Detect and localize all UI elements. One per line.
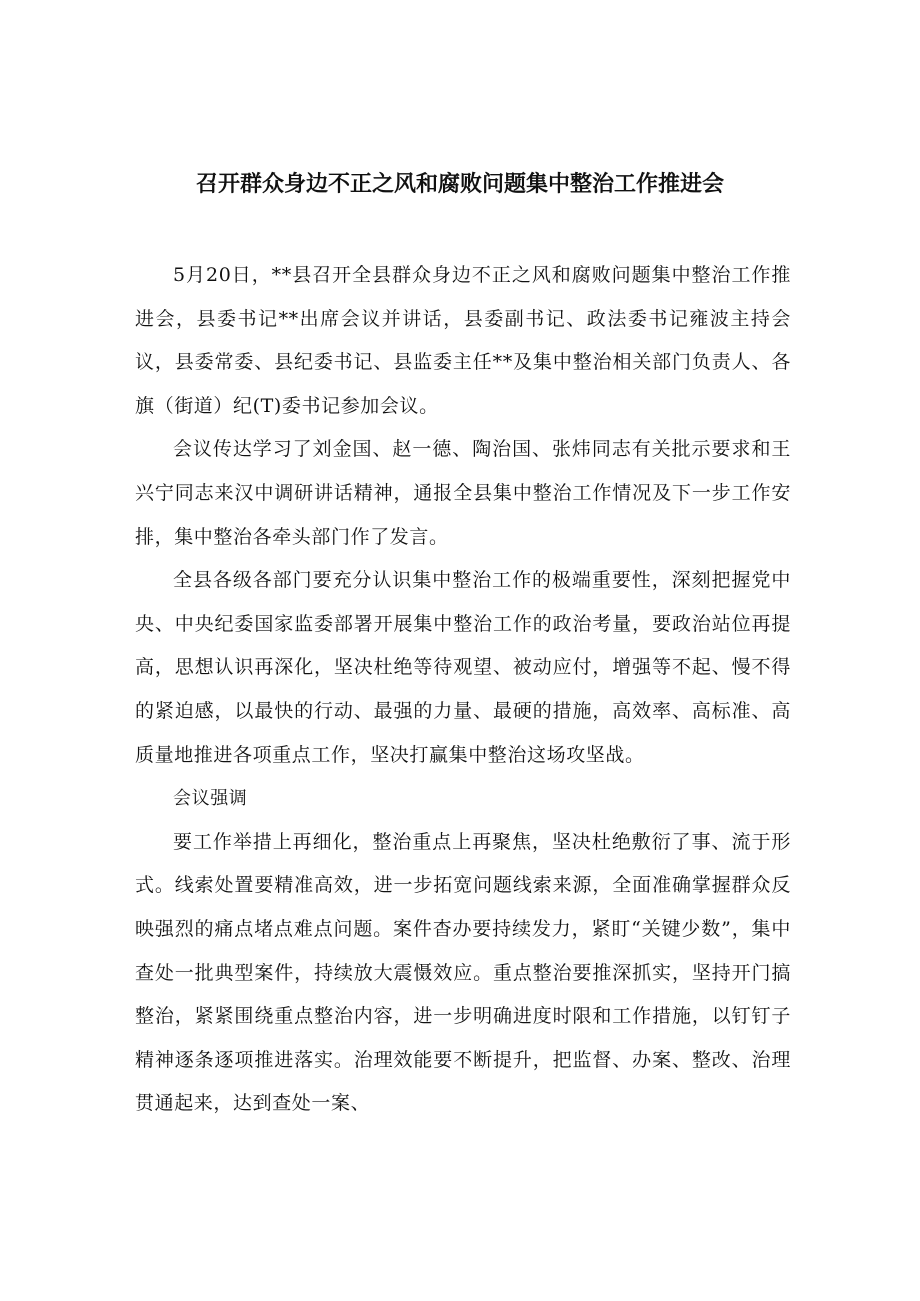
document-title: 召开群众身边不正之风和腐败问题集中整治工作推进会 — [195, 172, 724, 197]
paragraph-meeting-content: 会议传达学习了刘金国、赵一德、陶治国、张炜同志有关批示要求和王兴宁同志来汉中调研讲话精神，通报全县集中整治工作情况及下一步工作安排，集中整治各牵头部门作了发言。 — [135, 438, 791, 548]
paragraph-work-measures: 要工作举措上再细化，整治重点上再聚焦，坚决杜绝敷衍了事、流于形式。线索处置要精准高效，进一步拓宽问题线索来源，全面准确掌握群众反映强烈的痛点堵点难点问题。案件杳办要持续发力，紧盯“关键少数”，集中查处一批典型案件，持续放大震慑效应。重点整治要推深抓实，坚持开门搞整治，紧紧围绕重点整治内容，进一步明确进度时限和工作措施，以钉钉子精神逐条逐项推进落实。治理效能要不断提升，把监督、办案、整改、治理贯通起来，达到查处一案、 — [135, 830, 791, 1115]
paragraph-meeting-emphasis-heading: 会议强调 — [173, 788, 248, 810]
paragraph-meeting-intro: 5月20日，**县召开全县群众身边不正之风和腐败问题集中整治工作推进会，县委书记**出席会议并讲话，县委副书记、政法委书记雍波主持会议，县委常委、县纪委书记、县监委主任**及集中整治相关部门负责人、各旗（街道）纪(T)委书记参加会议。 — [135, 264, 791, 417]
document-body — [135, 254, 791, 1126]
paragraph-importance: 全县各级各部门要充分认识集中整治工作的极端重要性，深刻把握党中央、中央纪委国家监委部署开展集中整治工作的政治考量，要政治站位再提高，思想认识再深化，坚决杜绝等待观望、被动应付，增强等不起、慢不得的紧迫感，以最快的行动、最强的力量、最硬的措施，高效率、高标准、高质量地推进各项重点工作，坚决打赢集中整治这场攻坚战。 — [135, 569, 791, 766]
